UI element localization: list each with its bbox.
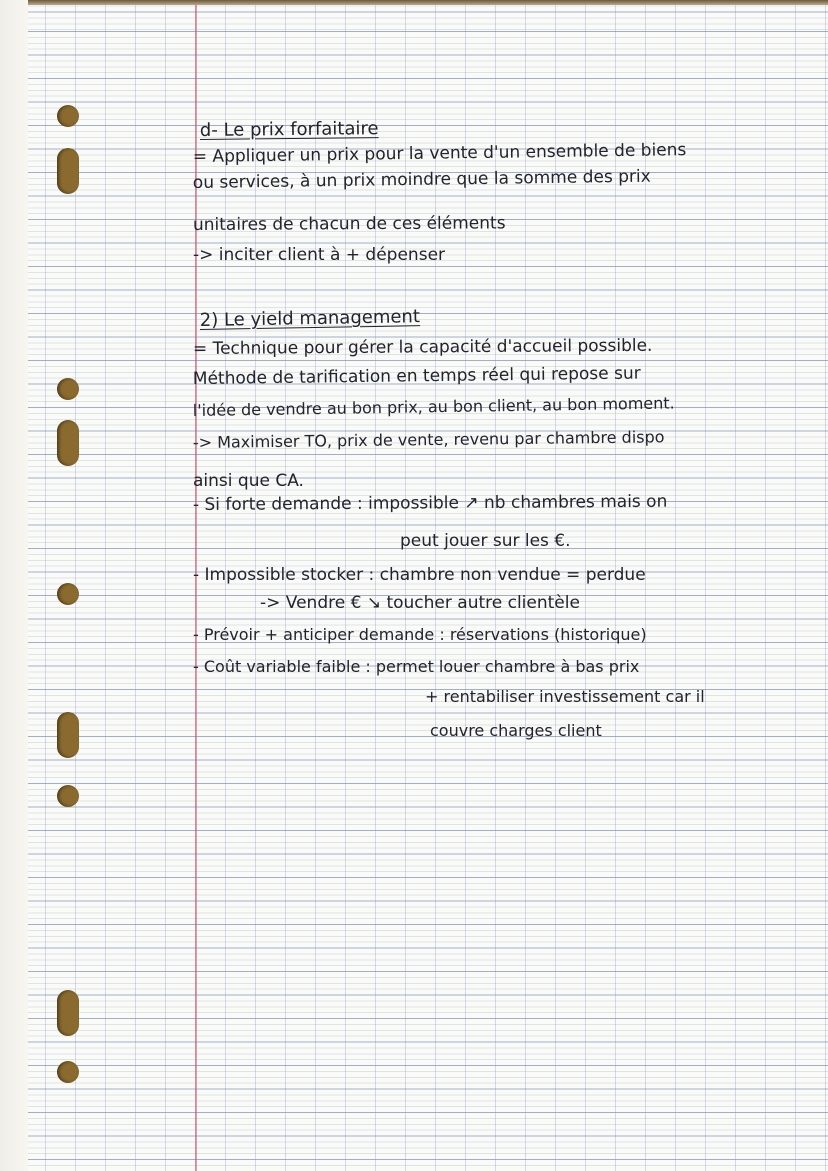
binder-hole-icon: [57, 420, 79, 466]
bullet-line: + rentabiliser investissement car il: [425, 687, 705, 706]
bullet-line: - Prévoir + anticiper demande : réservations (historique): [193, 625, 647, 644]
note-line: = Technique pour gérer la capacité d'accueil possible.: [192, 335, 653, 360]
note-line: -> inciter client à + dépenser: [193, 245, 446, 265]
note-line: unitaires de chacun de ces éléments: [192, 213, 506, 236]
note-line: l'idée de vendre au bon prix, au bon client, au bon moment.: [192, 393, 675, 421]
binder-hole-icon: [57, 712, 79, 758]
binder-hole-icon: [57, 148, 79, 194]
note-line: ainsi que CA.: [193, 471, 304, 491]
section-heading: 2) Le yield management: [199, 306, 421, 332]
note-line: ou services, à un prix moindre que la somme des prix: [192, 166, 651, 194]
note-line: Méthode de tarification en temps réel qui repose sur: [192, 363, 641, 390]
page-margin-edge: [0, 0, 28, 1171]
binder-hole-icon: [57, 990, 79, 1036]
binder-hole-icon: [57, 583, 79, 605]
bullet-line: couvre charges client: [430, 721, 602, 740]
binder-hole-icon: [57, 785, 79, 807]
note-line: = Appliquer un prix pour la vente d'un ensemble de biens: [192, 140, 687, 168]
binder-hole-icon: [57, 105, 79, 127]
bullet-line: - Si forte demande : impossible ↗ nb chambres mais on: [192, 491, 668, 515]
page-top-edge: [28, 0, 828, 5]
binder-hole-icon: [57, 1061, 79, 1083]
bullet-line: - Coût variable faible : permet louer chambre à bas prix: [193, 657, 640, 676]
bullet-line: peut jouer sur les €.: [400, 531, 571, 551]
bullet-line: - Impossible stocker : chambre non vendue = perdue: [193, 565, 646, 585]
bullet-line: -> Vendre € ↘ toucher autre clientèle: [260, 593, 580, 613]
section-heading: d- Le prix forfaitaire: [199, 118, 379, 142]
note-line: -> Maximiser TO, prix de vente, revenu par chambre dispo: [192, 427, 665, 453]
binder-hole-icon: [57, 378, 79, 400]
